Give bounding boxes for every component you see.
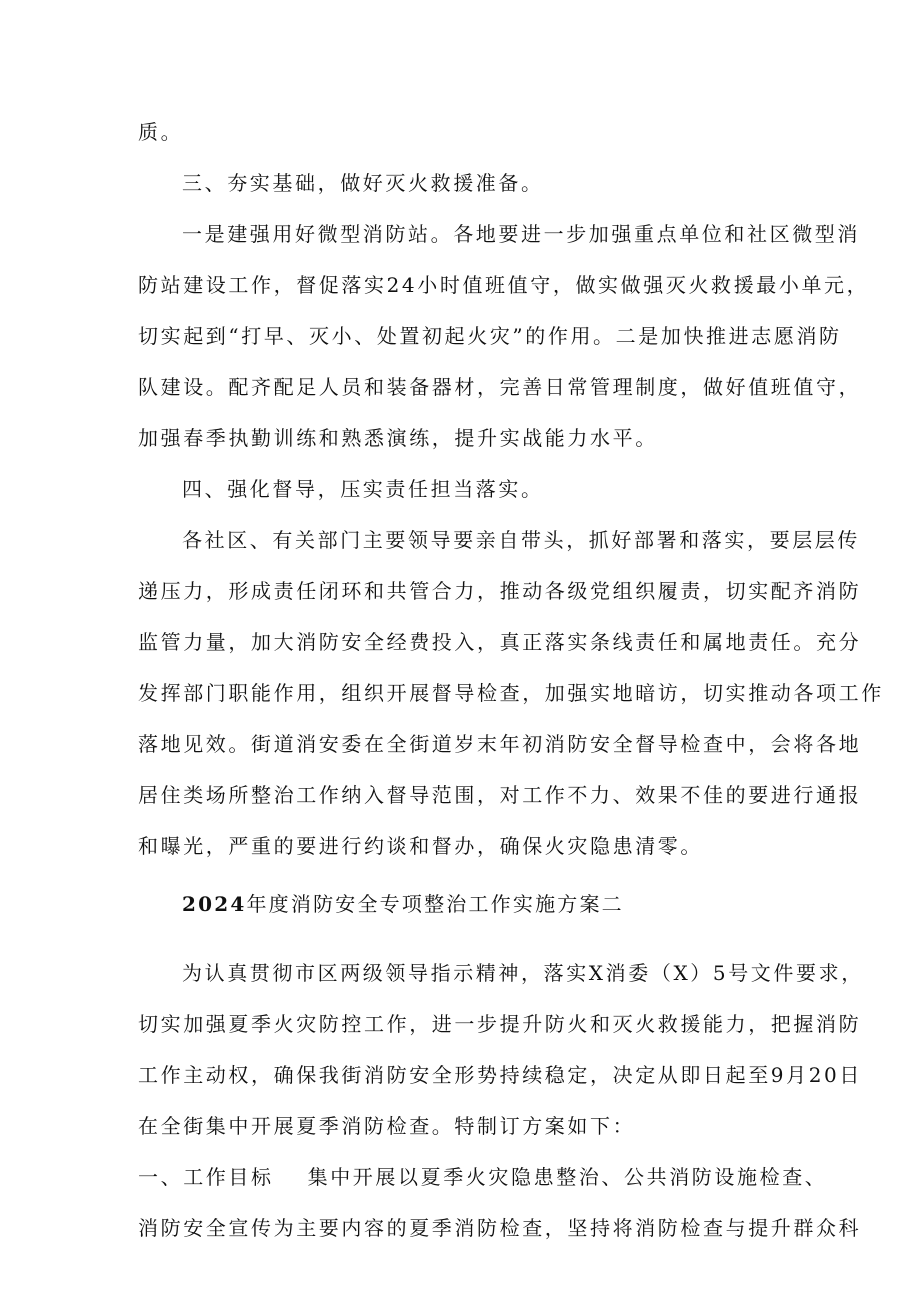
section-heading: 四、强化督导，压实责任担当落实。: [182, 477, 544, 501]
text-line: 发挥部门职能作用，组织开展督导检查，加强实地暗访，切实推动各项工作: [138, 681, 884, 705]
text-line: 加强春季执勤训练和熟悉演练，提升实战能力水平。: [138, 426, 658, 450]
text-line: 落地见效。街道消安委在全街道岁末年初消防安全督导检查中，会将各地: [138, 732, 862, 756]
text-line: 消防安全宣传为主要内容的夏季消防检查，坚持将消防检查与提升群众科: [138, 1216, 862, 1240]
text-line: 居住类场所整治工作纳入督导范围，对工作不力、效果不佳的要进行通报: [138, 783, 862, 807]
text-line: 监管力量，加大消防安全经费投入，真正落实条线责任和属地责任。充分: [138, 630, 862, 654]
section-line: [138, 1165, 827, 1189]
text-line: 为认真贯彻市区两级领导指示精神，落实X消委（X）5号文件要求，: [182, 961, 864, 985]
text-line: 队建设。配齐配足人员和装备器材，完善日常管理制度，做好值班值守，: [138, 375, 862, 399]
section-text: 集中开展以夏季火灾隐患整治、公共消防设施检查、: [307, 1165, 828, 1189]
text-line: 一是建强用好微型消防站。各地要进一步加强重点单位和社区微型消: [182, 222, 860, 246]
text-line: 工作主动权，确保我街消防安全形势持续稳定，决定从即日起至9月20日: [138, 1063, 862, 1087]
section-heading: 三、夯实基础，做好灭火救援准备。: [182, 171, 544, 195]
document-title: [182, 892, 624, 916]
text-line: 切实加强夏季火灾防控工作，进一步提升防火和灭火救援能力，把握消防: [138, 1012, 862, 1036]
title-year: 2024: [182, 892, 247, 916]
text-line: 在全街集中开展夏季消防检查。特制订方案如下：: [138, 1114, 636, 1138]
text-line: 各社区、有关部门主要领导要亲自带头，抓好部署和落实，要层层传: [182, 528, 860, 552]
section-heading: 一、工作目标: [138, 1165, 274, 1189]
text-line: 切实起到“打早、灭小、处置初起火灾”的作用。二是加快推进志愿消防: [138, 324, 842, 348]
text-line: 和曝光，严重的要进行约谈和督办，确保火灾隐患清零。: [138, 834, 703, 858]
text-line: 递压力，形成责任闭环和共管合力，推动各级党组织履责，切实配齐消防: [138, 579, 862, 603]
title-text: 年度消防安全专项整治工作实施方案二: [246, 892, 624, 916]
text-line: 质。: [138, 120, 184, 144]
text-line: 防站建设工作，督促落实24小时值班值守，做实做强灭火救援最小单元，: [138, 273, 870, 297]
